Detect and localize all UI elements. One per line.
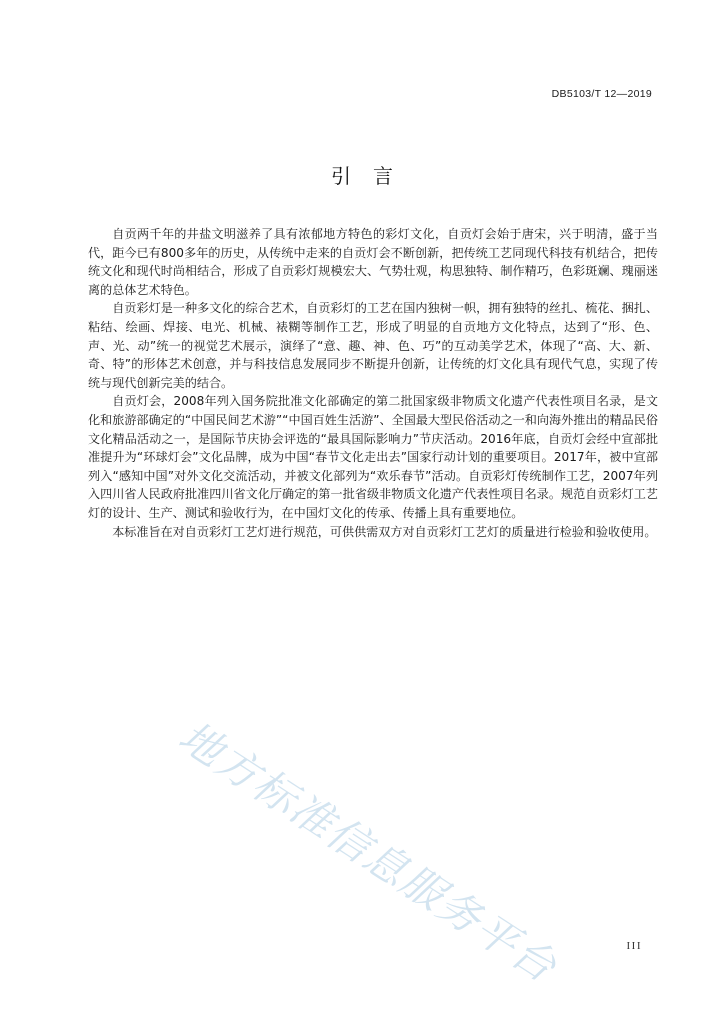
page-title: 引言 xyxy=(331,164,415,188)
document-code: DB5103/T 12—2019 xyxy=(551,88,652,100)
page-number: III xyxy=(626,940,642,952)
body-text xyxy=(88,225,658,541)
paragraph: 自贡彩灯是一种多文化的综合艺术，自贡彩灯的工艺在国内独树一帜，拥有独特的丝扎、梳花、捆扎、粘结、绘画、焊接、电光、机械、裱糊等制作工艺，形成了明显的自贡地方文化特点，达到了“形、色、声、光、动”统一的视觉艺术展示，演绎了“意、趣、神、色、巧”的互动美学艺术，体现了“高、大、新、奇、特”的形体艺术创意，并与科技信息发展同步不断提升创新，让传统的灯文化具有现代气息，实现了传统与现代创新完美的结合。 xyxy=(88,301,658,390)
paragraph: 自贡两千年的井盐文明滋养了具有浓郁地方特色的彩灯文化，自贡灯会始于唐宋，兴于明清，盛于当代，距今已有800多年的历史，从传统中走来的自贡灯会不断创新，把传统工艺同现代科技有机结合，把传统文化和现代时尚相结合，形成了自贡彩灯规模宏大、气势壮观，构思独特、制作精巧，色彩斑斓、瑰丽迷离的总体艺术特色。 xyxy=(88,227,658,297)
paragraph: 本标准旨在对自贡彩灯工艺灯进行规范，可供供需双方对自贡彩灯工艺灯的质量进行检验和验收使用。 xyxy=(112,524,657,539)
paragraph: 自贡灯会，2008年列入国务院批准文化部确定的第二批国家级非物质文化遗产代表性项目名录，是文化和旅游部确定的“中国民间艺术游”“中国百姓生活游”、全国最大型民俗活动之一和向海外推出的精品民俗文化精品活动之一，是国际节庆协会评选的“最具国际影响力”节庆活动。2016年底，自贡灯会经中宣部批准提升为“环球灯会”文化品牌，成为中国“春节文化走出去”国家行动计划的重要项目。2017年，被中宣部列入“感知中国”对外文化交流活动，并被文化部列为“欢乐春节”活动。自贡彩灯传统制作工艺，2007年列入四川省人民政府批准四川省文化厅确定的第一批省级非物质文化遗产代表性项目名录。规范自贡彩灯工艺灯的设计、生产、测试和验收行为，在中国灯文化的传承、传播上具有重要地位。 xyxy=(88,394,658,520)
watermark: 地方标准信息服务平台 xyxy=(170,711,567,993)
